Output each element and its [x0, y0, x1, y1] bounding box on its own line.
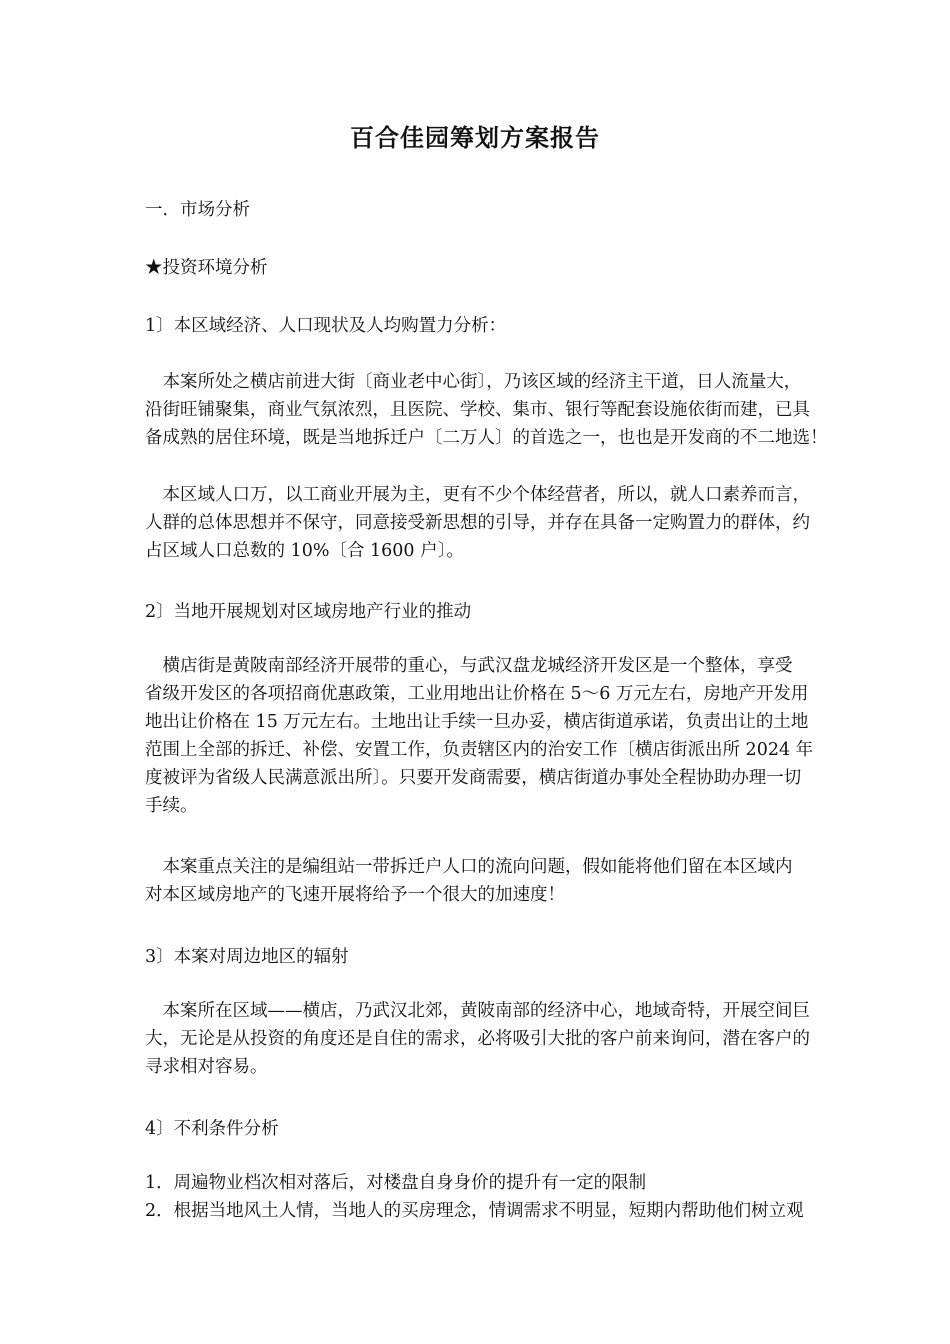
heading-1: 1〕本区域经济、人口现状及人均购置力分析： — [145, 316, 507, 336]
paragraph-line: 备成熟的居住环境，既是当地拆迁户〔二万人〕的首选之一，也也是开发商的不二地选！ — [145, 428, 828, 448]
section-heading-market-analysis: 一．市场分析 — [145, 200, 250, 220]
subheading-investment-environment: ★投资环境分析 — [145, 258, 268, 278]
paragraph-2 — [145, 481, 880, 565]
document-title: 百合佳园筹划方案报告 — [350, 123, 600, 152]
paragraph-line: 地出让价格在 15 万元左右。土地出让手续一旦办妥，横店街道承诺，负责出让的土地 — [145, 712, 809, 732]
paragraph-line: 人群的总体思想并不保守，同意接受新思想的引导，并存在具备一定购置力的群体，约 — [145, 513, 810, 533]
list-item: 2．根据当地风土人情，当地人的买房理念，情调需求不明显，短期内帮助他们树立观 — [145, 1201, 804, 1221]
paragraph-4 — [145, 853, 880, 909]
heading-4: 4〕不利条件分析 — [145, 1119, 279, 1139]
paragraph-line: 度被评为省级人民满意派出所〕。只要开发商需要，横店街道办事处全程协助办理一切 — [145, 768, 802, 788]
paragraph-line: 占区域人口总数的 10%〔合 1600 户〕。 — [145, 541, 464, 561]
paragraph-line: 本区域人口万，以工商业开展为主，更有不少个体经营者，所以，就人口素养而言， — [145, 485, 810, 505]
paragraph-5 — [145, 997, 880, 1081]
list-item: 1．周遍物业档次相对落后，对楼盘自身身价的提升有一定的限制 — [145, 1173, 647, 1193]
paragraph-line: 对本区域房地产的飞速开展将给予一个很大的加速度！ — [145, 885, 565, 905]
paragraph-line: 寻求相对容易。 — [145, 1057, 268, 1077]
paragraph-3 — [145, 652, 880, 820]
paragraph-line: 本案所处之横店前进大街〔商业老中心街〕，乃该区域的经济主干道，日人流量大， — [145, 372, 802, 392]
paragraph-line: 横店街是黄陂南部经济开展带的重心，与武汉盘龙城经济开发区是一个整体，享受 — [145, 656, 793, 676]
paragraph-line: 本案重点关注的是编组站一带拆迁户人口的流向问题，假如能将他们留在本区域内 — [145, 857, 793, 877]
paragraph-line: 范围上全部的拆迁、补偿、安置工作，负责辖区内的治安工作〔横店街派出所 2024 年 — [145, 740, 814, 760]
paragraph-line: 沿街旺铺聚集，商业气氛浓烈，且医院、学校、集市、银行等配套设施依街而建，已具 — [145, 400, 810, 420]
paragraph-line: 本案所在区域——横店，乃武汉北郊，黄陂南部的经济中心，地域奇特，开展空间巨 — [145, 1001, 810, 1021]
paragraph-line: 省级开发区的各项招商优惠政策，工业用地出让价格在 5～6 万元左右，房地产开发用 — [145, 684, 809, 704]
heading-3: 3〕本案对周边地区的辐射 — [145, 947, 349, 967]
paragraph-line: 大，无论是从投资的角度还是自住的需求，必将吸引大批的客户前来询问，潜在客户的 — [145, 1029, 810, 1049]
numbered-list — [145, 1169, 880, 1225]
paragraph-1 — [145, 368, 880, 452]
heading-2: 2〕当地开展规划对区域房地产行业的推动 — [145, 602, 472, 622]
paragraph-line: 手续。 — [145, 796, 198, 816]
